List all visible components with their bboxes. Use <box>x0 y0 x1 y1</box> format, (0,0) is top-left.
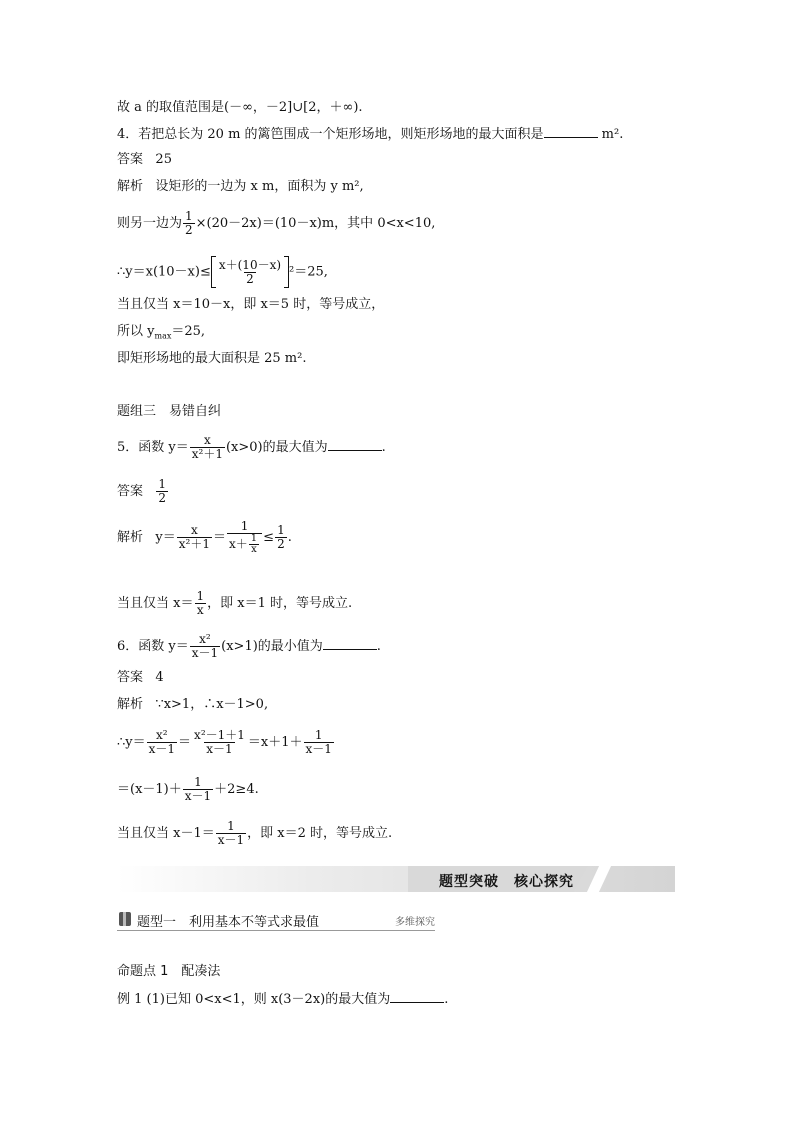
answer-blank <box>328 438 382 451</box>
question-4 <box>117 125 623 143</box>
answer-blank <box>544 125 598 138</box>
numerator: 1 <box>240 519 249 533</box>
denominator: x²＋1 <box>191 447 223 461</box>
text-segment: y＝ <box>155 530 176 545</box>
banner-title: 题型突破 核心探究 <box>439 874 574 890</box>
text-segment: ＋2≥4. <box>214 782 259 797</box>
denominator: x－1 <box>148 742 176 756</box>
fraction <box>304 729 334 756</box>
solution-6-line-3 <box>117 776 259 803</box>
answer-label: 答案 <box>117 484 144 499</box>
question-5 <box>117 434 386 461</box>
denominator: x－1 <box>206 742 233 756</box>
numerator: 1 <box>158 477 167 491</box>
text-segment: 当且仅当 x＝ <box>117 596 194 611</box>
numerator: x＋(10－x) <box>218 257 282 272</box>
unit: m². <box>597 127 624 142</box>
text-segment: ×(20－2x)＝(10－x)m，其中 0<x<10, <box>195 216 436 231</box>
solution-4-line-5 <box>117 324 205 340</box>
text-segment: ＝ <box>213 530 227 545</box>
numerator: 1 <box>196 589 205 603</box>
answer-5 <box>117 478 169 505</box>
text-segment: ＝(x－1)＋ <box>117 782 182 797</box>
text-segment: ∴y＝x(10－x)≤ <box>117 264 211 280</box>
topic-header <box>117 910 435 931</box>
denominator <box>227 533 262 555</box>
denominator: x²＋1 <box>178 537 210 551</box>
numerator: 1 <box>277 523 285 537</box>
fraction <box>217 259 283 286</box>
solution-4-line-2 <box>117 210 435 237</box>
text-segment: 6．函数 y＝ <box>117 639 189 654</box>
numerator: 1 <box>227 819 235 833</box>
numerator: 1 <box>185 209 193 223</box>
section-banner <box>117 866 675 892</box>
fraction <box>216 820 246 847</box>
numerator: x² <box>156 728 168 742</box>
text-segment: ²＝25, <box>289 264 328 280</box>
solution-6-line-2 <box>117 729 335 756</box>
numerator: 1 <box>250 533 258 544</box>
denominator: 2 <box>185 223 193 237</box>
numerator: x <box>203 433 211 447</box>
solution-4-line-6: 即矩形场地的最大面积是 25 m². <box>117 351 307 366</box>
text-segment: 当且仅当 x－1＝ <box>117 826 215 841</box>
text-segment: x＋ <box>229 537 248 551</box>
text-segment: ，即 x＝2 时，等号成立. <box>247 826 393 841</box>
solution-text: 设矩形的一边为 x m，面积为 y m², <box>155 179 364 194</box>
solution-4-line-1 <box>117 179 364 195</box>
fraction <box>190 434 225 461</box>
answer-value: 4 <box>155 670 164 685</box>
numerator: x²－1＋1 <box>194 728 245 742</box>
text-segment: ，即 x＝1 时，等号成立. <box>207 596 353 611</box>
denominator: x－1 <box>191 646 219 660</box>
text-segment: ∴y＝ <box>117 735 146 750</box>
fraction <box>177 524 212 551</box>
fraction <box>190 633 220 660</box>
answer-value: 25 <box>155 152 172 167</box>
answer-label: 答案 <box>117 152 144 167</box>
denominator: 2 <box>277 537 285 551</box>
topic-title: 题型一 利用基本不等式求最值 <box>137 915 320 930</box>
denominator: x <box>251 544 257 555</box>
solution-label: 解析 <box>117 179 144 194</box>
text-segment: ＝x＋1＋ <box>247 735 303 750</box>
text-segment: . <box>376 639 381 654</box>
fraction <box>227 520 262 555</box>
text-line: 故 a 的取值范围是(－∞，－2]∪[2，＋∞). <box>117 100 363 115</box>
denominator: x－1 <box>217 833 245 847</box>
fraction <box>183 210 195 237</box>
text-segment: . <box>287 530 292 545</box>
text-segment: . <box>381 440 386 455</box>
solution-4-line-3 <box>117 256 328 288</box>
text-segment: 5．函数 y＝ <box>117 440 189 455</box>
text-segment: (x>0)的最大值为 <box>225 440 328 455</box>
text-segment: . <box>444 992 449 1007</box>
denominator: x <box>196 603 204 617</box>
denominator: x－1 <box>184 789 212 803</box>
numerator: 1 <box>194 775 202 789</box>
numerator: x <box>191 523 198 537</box>
fraction <box>275 524 287 551</box>
text-segment: 例 1 (1)已知 0<x<1，则 x(3－2x)的最大值为 <box>117 992 391 1007</box>
fraction <box>192 729 247 756</box>
solution-label: 解析 <box>117 697 144 712</box>
square-bracket <box>211 256 289 288</box>
numerator: x² <box>199 632 211 646</box>
text-segment: 所以 y <box>117 324 155 339</box>
numerator: 1 <box>314 728 323 742</box>
denominator: 2 <box>246 271 254 286</box>
example-1 <box>117 990 448 1008</box>
denominator: x－1 <box>305 742 332 756</box>
solution-6-line-1 <box>117 697 268 713</box>
text-segment: ∵x>1，∴x－1>0, <box>155 697 269 712</box>
question-6 <box>117 633 381 660</box>
subscript: max <box>154 331 172 341</box>
denominator: 2 <box>158 491 167 505</box>
answer-blank <box>323 637 377 650</box>
solution-5-line-1 <box>117 520 292 555</box>
fraction <box>249 534 259 555</box>
text-segment: ＝ <box>178 735 192 750</box>
answer-blank <box>390 990 444 1003</box>
text-segment: ＝25, <box>171 324 206 339</box>
solution-label: 解析 <box>117 530 144 545</box>
fraction <box>183 776 213 803</box>
subsection-heading: 命题点 1 配凑法 <box>117 964 221 979</box>
fraction <box>156 478 168 505</box>
answer-label: 答案 <box>117 670 144 685</box>
solution-4-line-4: 当且仅当 x＝10－x，即 x＝5 时，等号成立， <box>117 297 385 312</box>
solution-5-line-2 <box>117 590 352 617</box>
topic-tag: 多维探究 <box>395 917 435 928</box>
section-heading: 题组三 易错自纠 <box>117 404 222 419</box>
text-segment: 则另一边为 <box>117 216 183 231</box>
answer-6 <box>117 670 164 686</box>
question-text: 4．若把总长为 20 m 的篱笆围成一个矩形场地，则矩形场地的最大面积是 <box>117 127 544 142</box>
fraction <box>194 590 206 617</box>
text-segment: ≤ <box>263 530 275 545</box>
fraction <box>147 729 177 756</box>
bookmark-icon <box>119 912 131 926</box>
solution-6-line-4 <box>117 820 392 847</box>
answer-4 <box>117 152 172 168</box>
text-segment: (x>1)的最小值为 <box>221 639 323 654</box>
